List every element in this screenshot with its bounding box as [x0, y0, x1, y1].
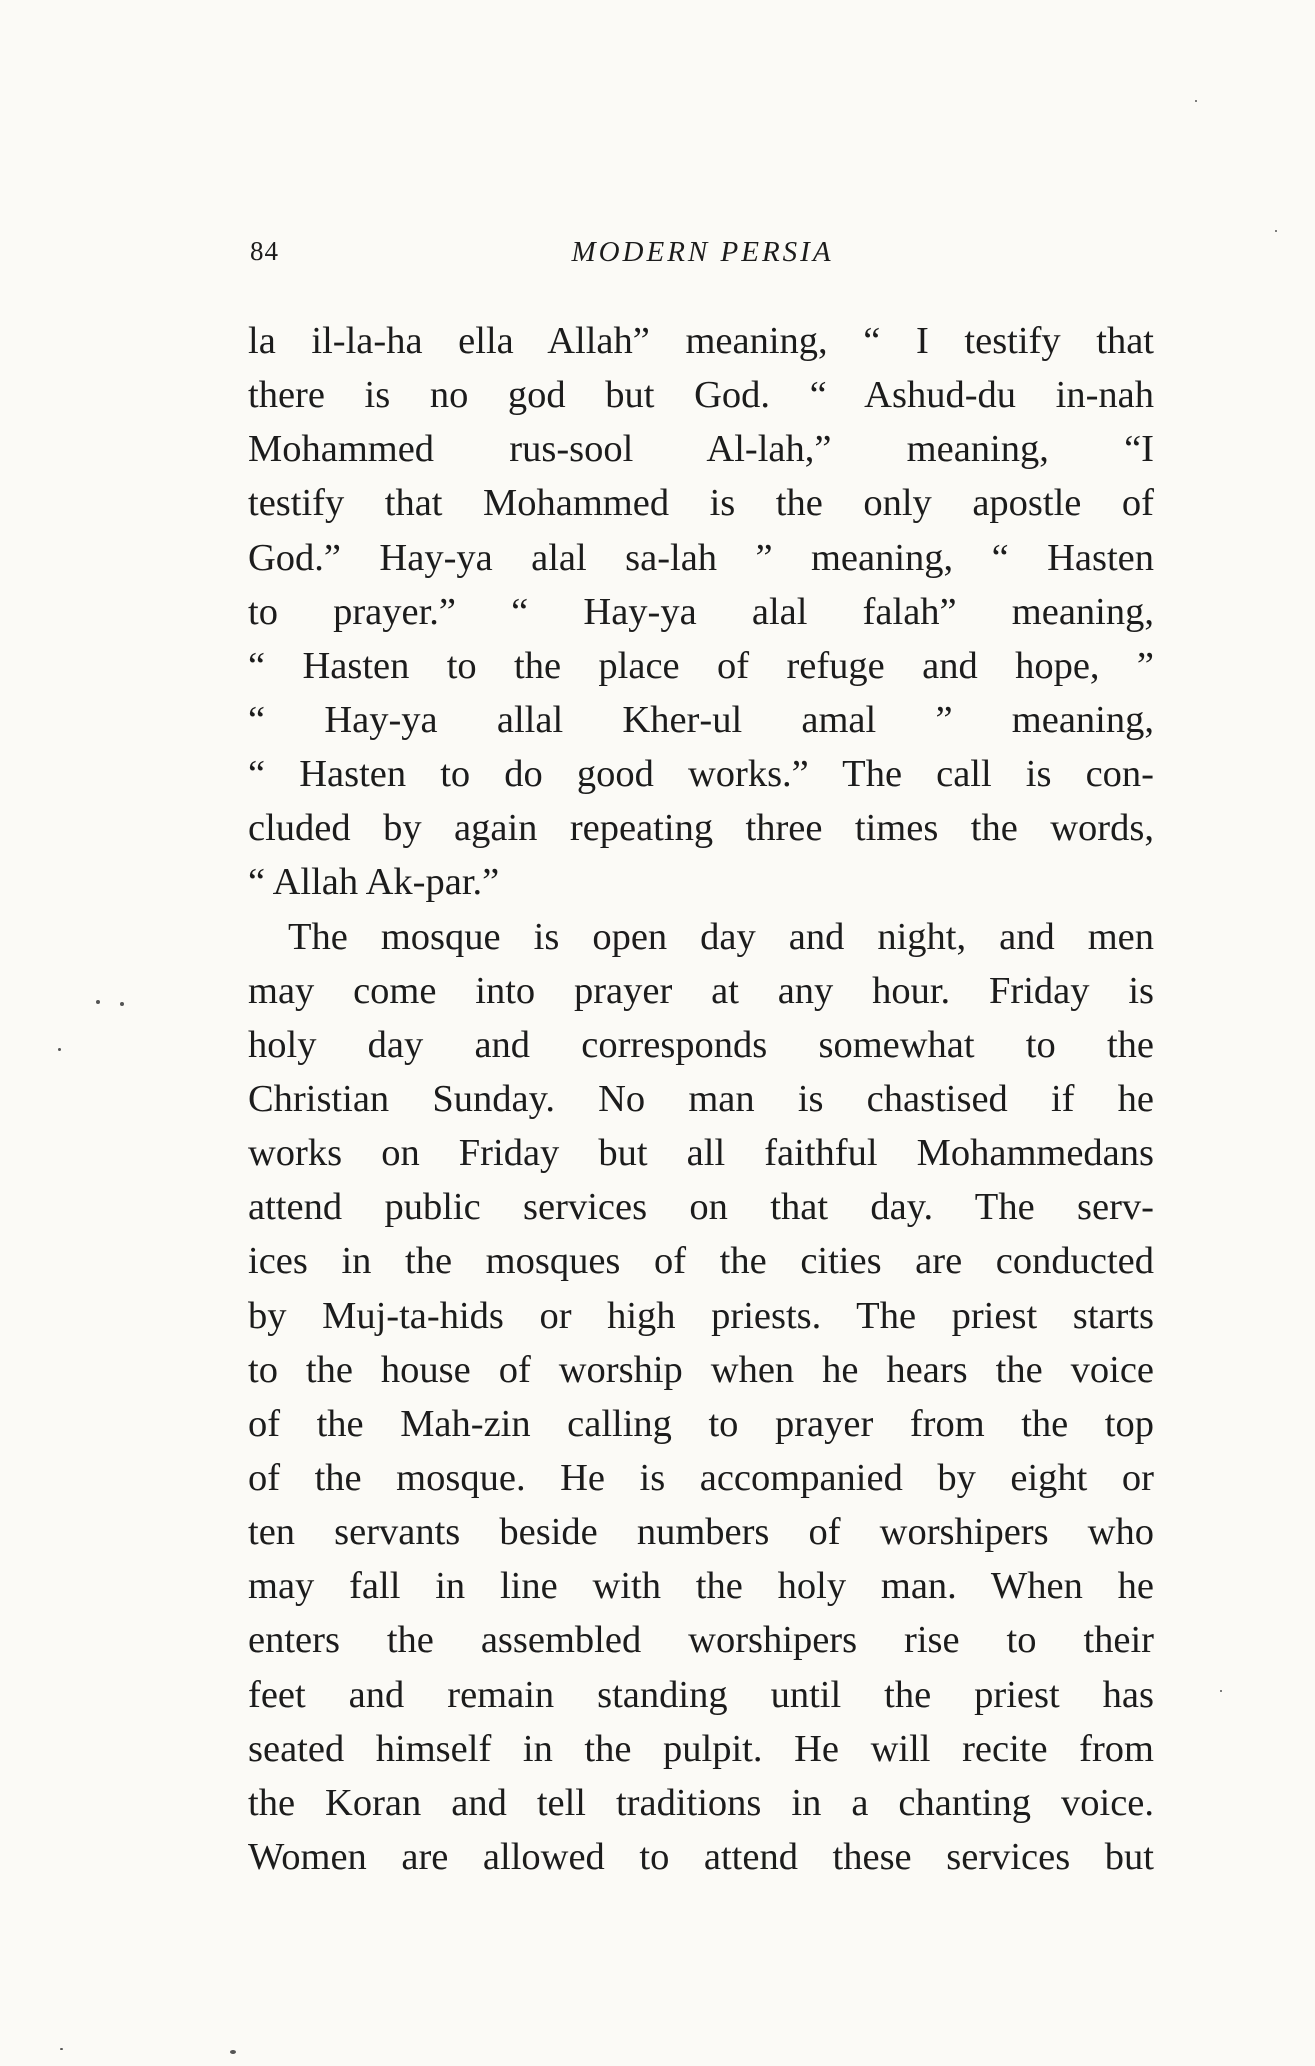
text-line: attend public services on that day. The serv-	[248, 1186, 1154, 1229]
text-line: seated himself in the pulpit. He will recite from	[248, 1727, 1154, 1770]
text-line: testify that Mohammed is the only apostle of	[248, 482, 1154, 525]
text-line: ices in the mosques of the cities are conducted	[248, 1240, 1154, 1283]
text-line: feet and remain standing until the priest has	[248, 1673, 1154, 1716]
scan-speck	[96, 1000, 100, 1004]
scan-speck	[230, 2050, 236, 2054]
text-line: may come into prayer at any hour. Friday is	[248, 969, 1154, 1012]
text-line: cluded by again repeating three times the words,	[248, 807, 1154, 850]
text-line: by Muj‐ta‐hids or high priests. The priest starts	[248, 1294, 1154, 1337]
text-line: to the house of worship when he hears the voice	[248, 1348, 1154, 1391]
scan-speck	[60, 2048, 63, 2050]
text-line: Women are allowed to attend these services but	[248, 1835, 1154, 1878]
scan-speck	[1275, 230, 1277, 232]
text-line: holy day and corresponds somewhat to the	[248, 1023, 1154, 1066]
scan-speck	[120, 1002, 124, 1006]
scan-speck	[58, 1048, 61, 1051]
text-line: God.” Hay‐ya alal sa‐lah ” meaning, “ Hasten	[248, 536, 1154, 579]
running-title: MODERN PERSIA	[571, 236, 834, 268]
text-line: of the Mah‐zin calling to prayer from the top	[248, 1402, 1154, 1445]
page-number: 84	[250, 236, 279, 266]
running-head	[250, 236, 1155, 276]
scan-speck	[1220, 1690, 1222, 1692]
text-line: may fall in line with the holy man. When he	[248, 1565, 1154, 1608]
text-line: there is no god but God. “ Ashud‐du in‐nah	[248, 374, 1154, 417]
text-line: “ Hasten to do good works.” The call is con-	[248, 753, 1154, 796]
text-line: Mohammed rus‐sool Al‐lah,” meaning, “I	[248, 428, 1154, 471]
text-line: Christian Sunday. No man is chastised if he	[248, 1077, 1154, 1120]
text-line: ten servants beside numbers of worshipers who	[248, 1511, 1154, 1554]
text-line: of the mosque. He is accompanied by eight or	[248, 1456, 1154, 1499]
text-line: la il‐la‐ha ella Allah” meaning, “ I testify that	[248, 320, 1154, 362]
paragraph-first-line: The mosque is open day and night, and men	[288, 915, 1154, 958]
scan-speck	[1195, 100, 1197, 102]
text-line: “ Hay‐ya allal Kher‐ul amal ” meaning,	[248, 698, 1154, 741]
text-line: enters the assembled worshipers rise to their	[248, 1619, 1154, 1662]
body-text	[248, 314, 1154, 1884]
text-line: the Koran and tell traditions in a chanting voice.	[248, 1781, 1154, 1824]
text-line: “ Hasten to the place of refuge and hope, ”	[248, 644, 1154, 687]
text-line: to prayer.” “ Hay‐ya alal falah” meaning,	[248, 590, 1154, 633]
text-line: works on Friday but all faithful Mohammedans	[248, 1132, 1154, 1175]
text-line: “ Allah Ak‐par.”	[248, 861, 500, 904]
